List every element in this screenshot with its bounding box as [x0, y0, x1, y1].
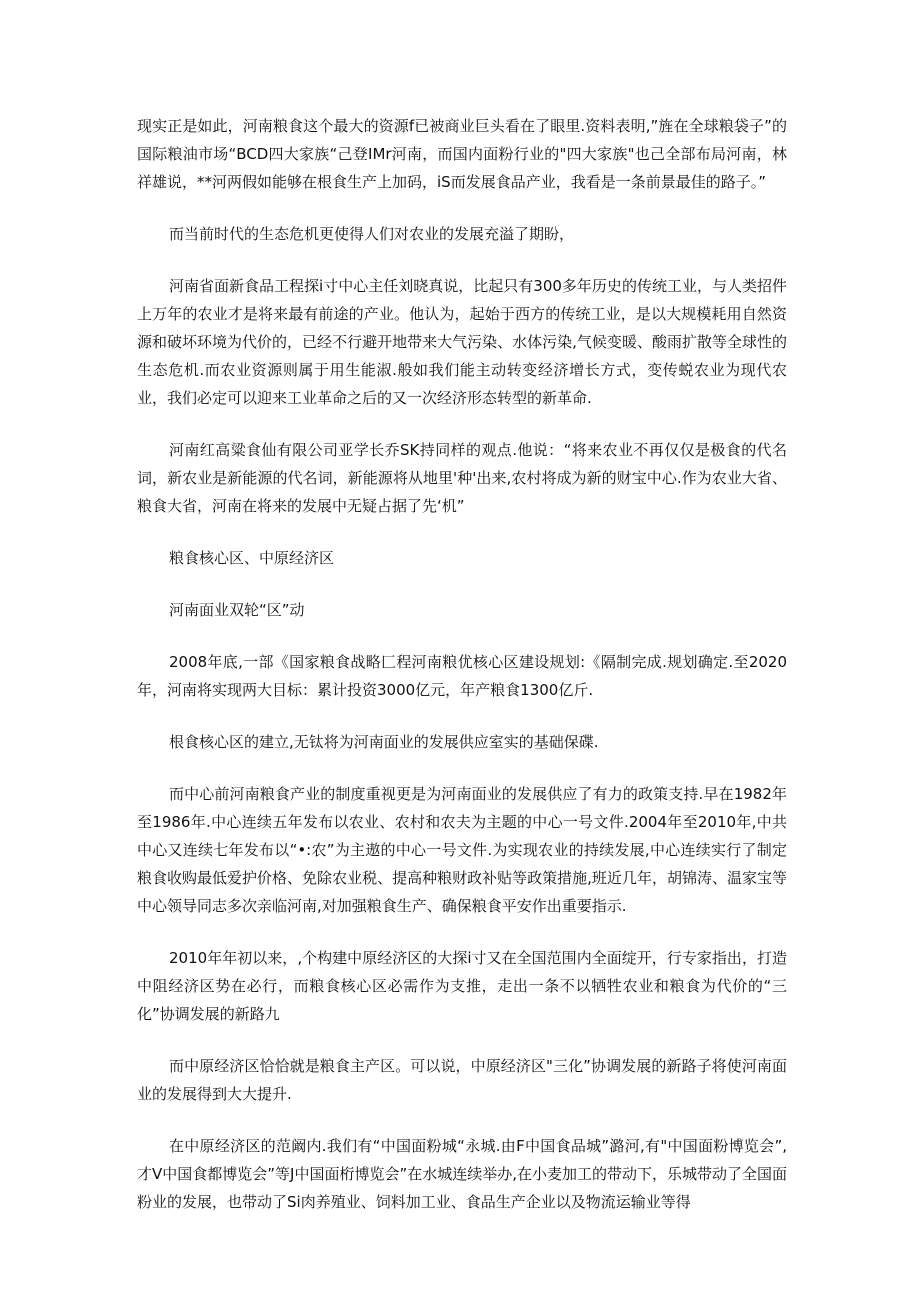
paragraph-6: 根食核心区的建立,无钛将为河南面业的发展供应室实的基础保碟.: [169, 733, 599, 751]
section-heading-1: 粮食核心区、中原经济区: [169, 549, 335, 567]
paragraph-5: 2008年底,一部《国家粮食战略匚程河南粮优核心区建设规划:《隔制完成.规划确定.至2020年，河南将实现两大目标：累计投资3000亿元，年产粮食1300亿斤.: [137, 653, 787, 699]
paragraph-10: 在中原经济区的范阚内.我们有“中国面粉城“永城.由F中国食品城”潞河,有"中国面粉博览会”,才V中国食都博览会”等J中国面桁博览会”在水城连续举办,在小麦加工的带动下，乐城带动了全国面粉业的发展，也带动了Si肉养殖业、饲料加工业、食品生产企业以及物流运输业等得: [137, 1137, 787, 1211]
section-heading-2: 河南面业双轮“区”动: [169, 601, 305, 619]
paragraph-2: 而当前时代的生态危机更使得人们对农业的发展充溢了期盼，: [169, 225, 575, 243]
paragraph-1: 现实正是如此，河南粮食这个最大的资源f已被商业巨头看在了眼里.资料表明,”旌在全球粮袋子”的国际粮油市场“BCD四大家族“己登IMr河南，而国内面粉行业的"四大家族"也己全部布局河南，林祥雄说，**河两假如能够在根食生产上加码，iS而发展食品产业，我看是一条前景最佳的路子。”: [137, 117, 787, 191]
paragraph-9: 而中原经济区恰恰就是粮食主产区。可以说，中原经济区"三化”协调发展的新路子将使河南面业的发展得到大大提升.: [137, 1057, 787, 1103]
paragraph-4: 河南红高粱食仙有限公司亚学长乔SK持同样的观点.他说：“将来农业不再仅仅是极食的代名词，新农业是新能源的代名词，新能源将从地里'种'出来,农村将成为新的财宝中心.作为农业大省、粮食大省，河南在将来的发展中无疑占据了先‘机”: [137, 441, 787, 515]
document-body: [137, 112, 787, 1240]
paragraph-7: 而中心前河南粮食产业的制度重视更是为河南面业的发展供应了有力的政策支持.早在1982年至1986年.中心连续五年发布以农业、农村和农夫为主题的中心一号文件.2004年至2010年,中共中心又连续七年发布以“•:农”为主遨的中心一号文件.为实现农业的持续发展,中心连续实行了制定粮食收购最低爱护价格、免除农业税、提高种粮财政补贴等政策措施,班近几年，胡锦涛、温家宝等中心领导同志多次亲临河南,对加强粮食生产、确保粮食平安作出重要指示.: [137, 785, 787, 915]
paragraph-8: 2010年年初以来，,个构建中原经济区的大探i寸又在全国范围内全面绽开，行专家指出，打造中阻经济区势在必行，而粮食核心区必需作为支推，走出一条不以牺牲农业和粮食为代价的“三化”协调发展的新路九: [137, 949, 787, 1023]
paragraph-3: 河南省面新食品工程探i寸中心主任刘晓真说，比起只有300多年历史的传统工业，与人类招件上万年的农业才是将来最有前途的产业。他认为，起始于西方的传统工业，是以大规模耗用自然资源和破坏环境为代价的，已经不行避开地带来大气污染、水体污染,气候变暖、酸雨扩散等全球性的生态危机.而农业资源则属于用生能淑.般如我们能主动转变经济增长方式，变传蜕农业为现代农业，我们必定可以迎来工业革命之后的又一次经济形态转型的新革命.: [137, 277, 787, 407]
